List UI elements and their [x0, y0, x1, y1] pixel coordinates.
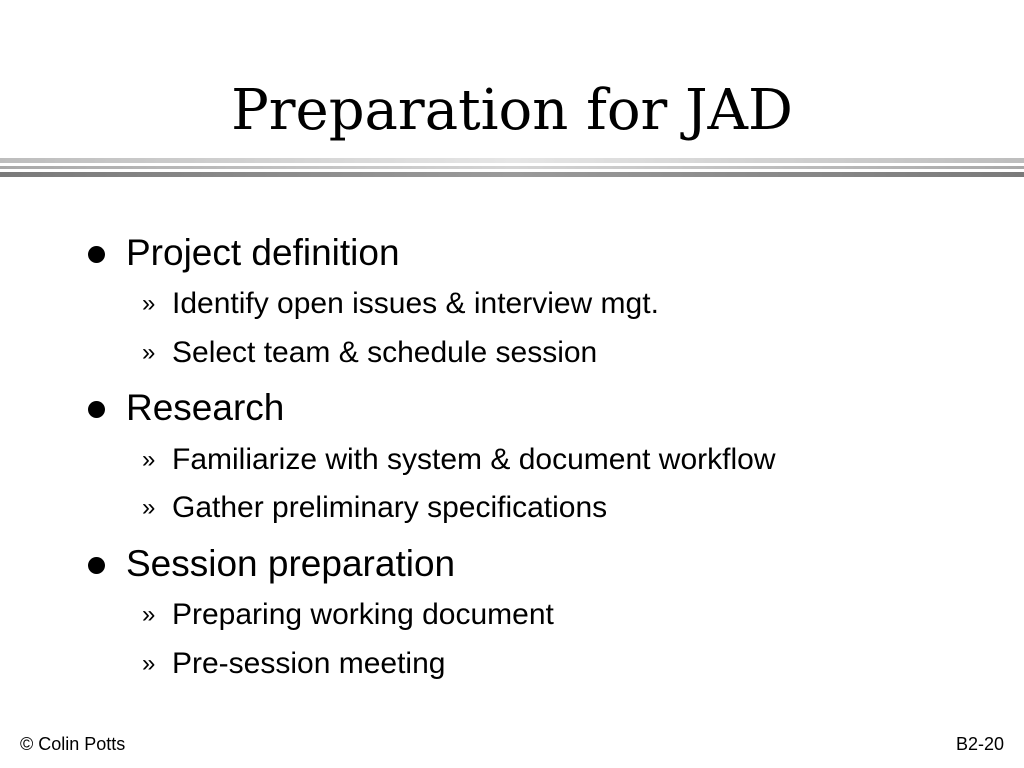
bullet-heading: Research	[126, 387, 285, 428]
sub-bullet-text: Select team & schedule session	[172, 336, 598, 369]
bullet-heading: Project definition	[126, 232, 400, 273]
slide-number: B2-20	[955, 734, 1004, 754]
divider-band-middle	[0, 166, 1024, 169]
sub-bullet-text: Pre-session meeting	[172, 647, 446, 680]
slide-title: Preparation for JAD	[231, 78, 793, 143]
divider-band-bottom	[0, 172, 1024, 177]
sub-bullet-text: Familiarize with system & document workflow	[172, 443, 776, 476]
bullet-dot-icon	[88, 246, 105, 263]
bullet-dot-icon	[88, 401, 105, 418]
chevron-double-right-icon: »	[142, 601, 156, 628]
chevron-double-right-icon: »	[142, 494, 156, 521]
chevron-double-right-icon: »	[142, 290, 156, 317]
bullet-heading: Session preparation	[126, 543, 456, 584]
sub-bullet-text: Preparing working document	[172, 598, 554, 631]
divider-band-top	[0, 158, 1024, 163]
title-divider	[0, 158, 1024, 180]
chevron-double-right-icon: »	[142, 650, 156, 677]
chevron-double-right-icon: »	[142, 339, 156, 366]
sub-bullet-text: Identify open issues & interview mgt.	[172, 287, 659, 320]
chevron-double-right-icon: »	[142, 446, 156, 473]
sub-bullet-text: Gather preliminary specifications	[172, 491, 608, 524]
bullet-dot-icon	[88, 557, 105, 574]
footer-copyright: © Colin Potts	[20, 734, 126, 754]
